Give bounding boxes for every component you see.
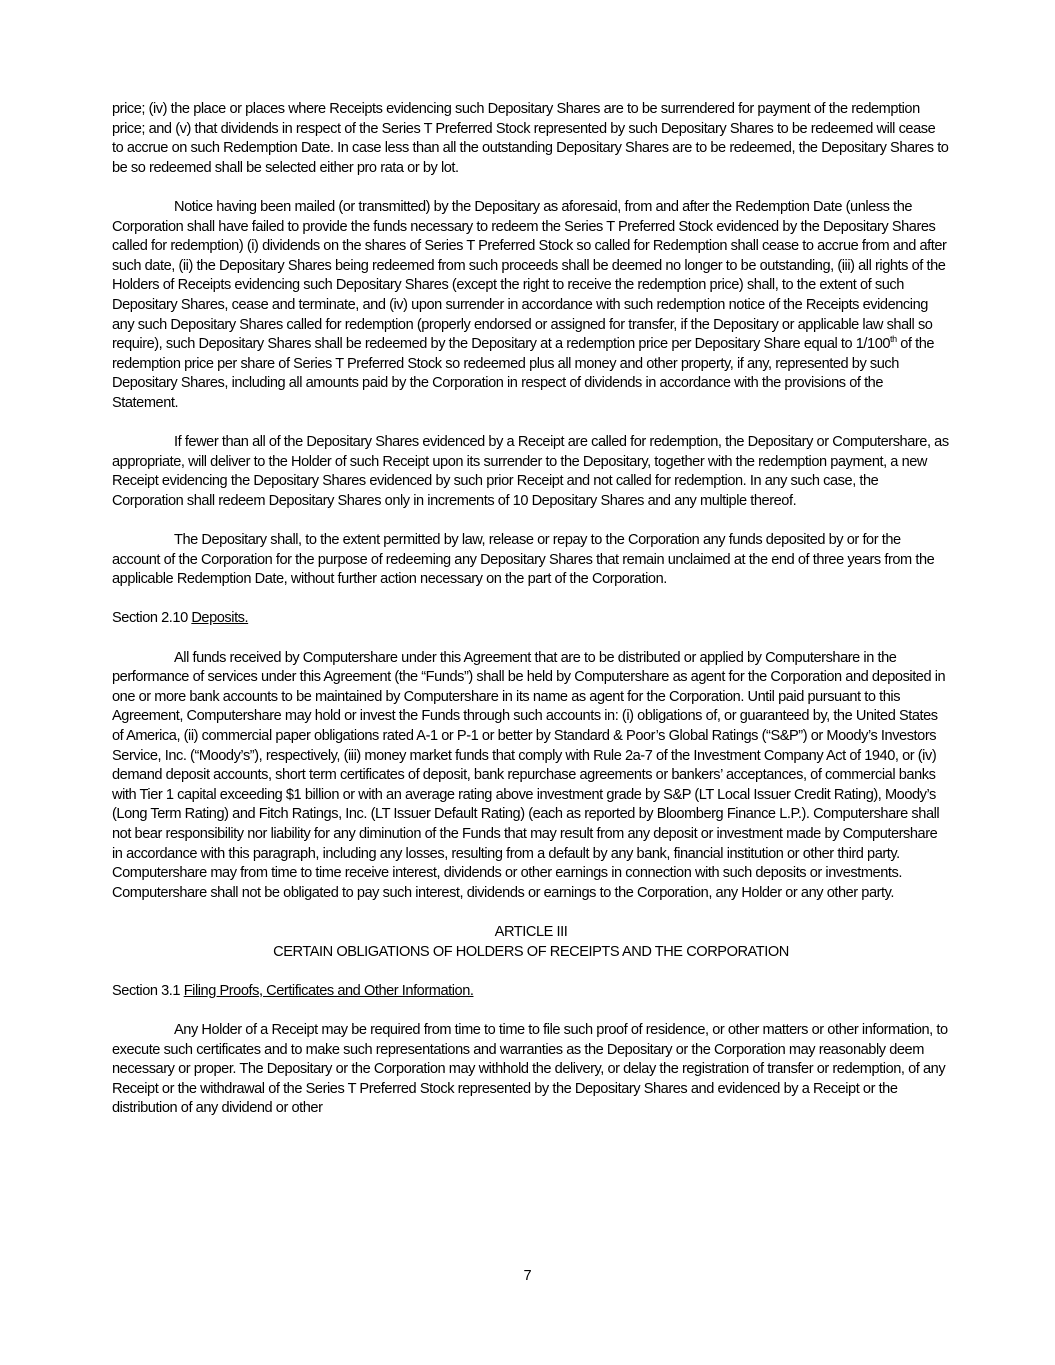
section-number: Section 3.1 [112,982,184,999]
paragraph-redemption-notice-continued: price; (iv) the place or places where Receipts evidencing such Depositary Shares are to be surrendered for payment of the redemption price; and (v) that dividends in respect of the Series T Preferred Stock represented by such Depositary Shares to be redeemed will cease to accrue on such Redemption Date. In case less than all the outstanding Depositary Shares are to be redeemed, the Depositary Shares to be so redeemed shall be selected either pro rata or by lot. [112,101,949,176]
paragraph-notice-effects [112,198,950,414]
section-title: Filing Proofs, Certificates and Other Information. [183,982,474,999]
paragraph-deposits: All funds received by Computershare under this Agreement that are to be distributed or applied by Computershare in the performance of services under this Agreement (the “Funds”) shall be held by Computershare as agent for the Corporation and deposited in one or more bank accounts to be maintained by Computershare in its name as agent for the Corporation. Until paid pursuant to this Agreement, Computershare may hold or invest the Funds through such accounts in: (i) obligations of, or guaranteed by, the United States of America, (ii) commercial paper obligations rated A-1 or P-1 or better by Standard & Poor’s Global Ratings (“S&P”) or Moody’s Investors Service, Inc. (“Moody’s”), respectively, (iii) money market funds that comply with Rule 2a-7 of the Investment Company Act of 1940, or (iv) demand deposit accounts, short term certificates of deposit, bank repurchase agreements or bankers’ acceptances, of commercial banks with Tier 1 capital exceeding $1 billion or with an average rating above investment grade by S&P (LT Local Issuer Credit Rating), Moody’s (Long Term Rating) and Fitch Ratings, Inc. (LT Issuer Default Rating) (each as reported by Bloomberg Finance L.P.). Computershare shall not bear responsibility nor liability for any diminution of the Funds that may result from any deposit or investment made by Computershare in accordance with this paragraph, including any losses, resulting from a default by any bank, financial institution or other third party. Computershare may from time to time receive interest, dividends or other earnings in connection with such deposits or investments. Computershare shall not be obligated to pay such interest, dividends or earnings to the Corporation, any Holder or any other party. [112,649,946,901]
paragraph-filing-proofs: Any Holder of a Receipt may be required from time to time to file such proof of residence, or other matters or other information, to execute such certificates and to make such representations and warranties as the Depositary or the Corporation may reasonably deem necessary or proper. The Depositary or the Corporation may withhold the delivery, or delay the registration of transfer or redemption, of any Receipt or the withdrawal of the Series T Preferred Stock represented by the Depositary Shares and evidenced by a Receipt or the distribution of any dividend or other [112,1021,948,1117]
paragraph-partial-redemption: If fewer than all of the Depositary Shares evidenced by a Receipt are called for redemption, the Depositary or Computershare, as appropriate, will deliver to the Holder of such Receipt upon its surrender to the Depositary, together with the redemption payment, a new Receipt evidencing the Depositary Shares evidenced by such prior Receipt and not called for redemption. In any such case, the Corporation shall redeem Depositary Shares only in increments of 10 Depositary Shares and any multiple thereof. [112,434,949,509]
section-title: Deposits. [191,610,249,627]
document-body [112,100,950,1119]
superscript-ordinal: th [890,334,897,345]
paragraph-unclaimed-funds: The Depositary shall, to the extent permitted by law, release or repay to the Corporation any funds deposited by or for the account of the Corporation for the purpose of redeeming any Depositary Shares that remain unclaimed at the end of three years from the applicable Redemption Date, without further action necessary on the part of the Corporation. [112,532,935,588]
paragraph-text: of the redemption price per share of Series T Preferred Stock so redeemed plus all money and other property, if any, represented by such Depositary Shares, including all amounts paid by the Corporation in respect of dividends in accordance with the provisions of the Statement. [112,336,935,411]
paragraph-text: Notice having been mailed (or transmitted) by the Depositary as aforesaid, from and after the Redemption Date (unless the Corporation shall have failed to provide the funds necessary to redeem the Series T Preferred Stock evidenced by the Depositary Shares called for redemption) (i) dividends on the shares of Series T Preferred Stock so called for Redemption shall cease to accrue from and after such date, (ii) the Depositary Shares being redeemed from such proceeds shall be deemed no longer to be outstanding, (iii) all rights of the Holders of Receipts evidencing such Depositary Shares (except the right to receive the redemption price) shall, to the extent of such Depositary Shares, cease and terminate, and (iv) upon surrender in accordance with such redemption notice of the Receipts evidencing any such Depositary Shares called for redemption (properly endorsed or assigned for transfer, if the Depositary or applicable law shall so require), such Depositary Shares shall be redeemed by the Depositary at a redemption price per Depositary Share equal to 1/100 [112,198,947,353]
article-title: CERTAIN OBLIGATIONS OF HOLDERS OF RECEIPTS AND THE CORPORATION [273,943,789,960]
article-number: ARTICLE III [494,923,568,940]
section-heading-3-1 [112,982,950,1002]
section-number: Section 2.10 [112,610,192,627]
section-heading-2-10 [112,609,950,629]
page-number: 7 [523,1268,532,1284]
